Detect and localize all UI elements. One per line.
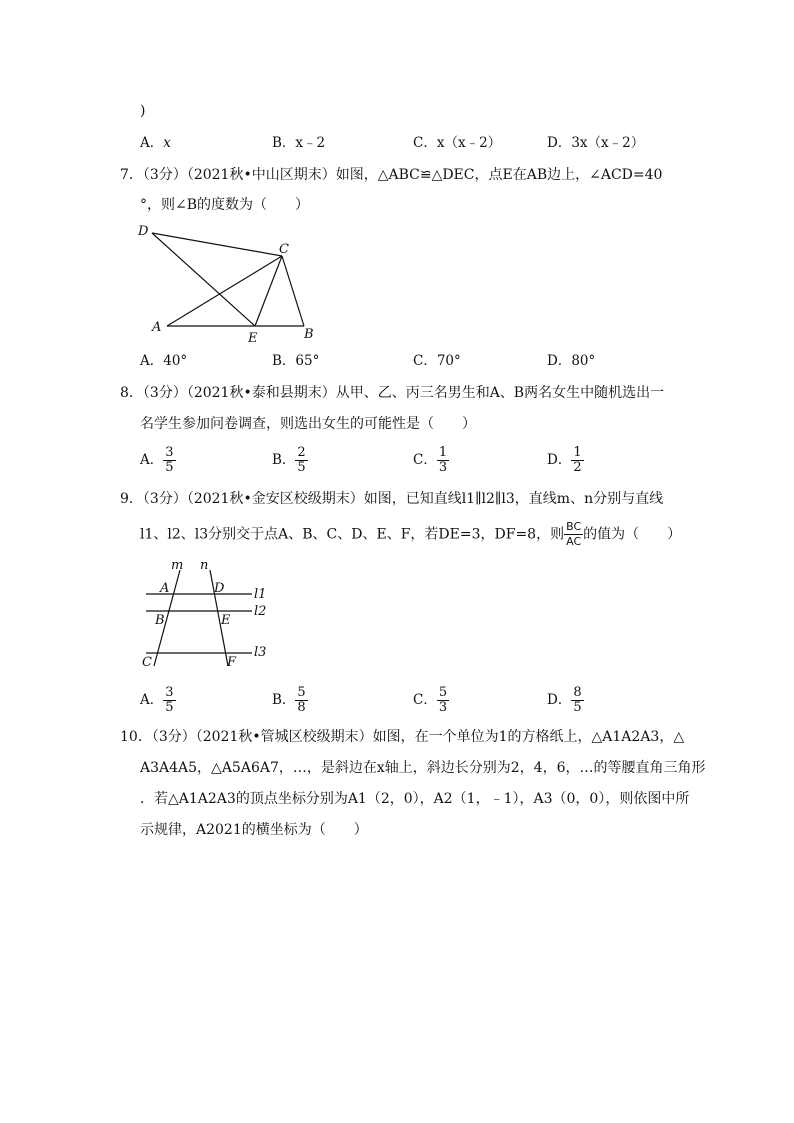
- option-label: C．: [413, 135, 437, 151]
- q6-option-c: [413, 133, 501, 153]
- q9-stem-fraction: [564, 520, 583, 549]
- label-E: E: [221, 613, 231, 628]
- option-text: 70°: [436, 353, 461, 369]
- q9-option-c: [413, 686, 449, 715]
- q10-stem-line3: ．若△A1A2A3的顶点坐标分别为A1（2，0），A2（1，﹣1），A3（0，0），则依图中所: [140, 791, 690, 807]
- option-label: A．: [140, 353, 164, 369]
- denominator: 5: [573, 700, 582, 715]
- option-text: 40°: [163, 353, 188, 369]
- label-n: n: [200, 558, 209, 573]
- option-label: D．: [547, 135, 572, 151]
- label-C: C: [279, 242, 289, 257]
- q6-option-d: [547, 133, 644, 153]
- numerator: 3: [165, 445, 174, 460]
- option-fraction: [295, 446, 307, 475]
- denominator: 5: [165, 700, 174, 715]
- option-text: x﹣2: [295, 135, 326, 151]
- q7-triangle-figure: [132, 218, 332, 348]
- q6-close-paren: ): [140, 103, 146, 119]
- option-label: C．: [413, 353, 437, 369]
- option-text: x（x﹣2）: [436, 135, 502, 151]
- q10-stem-line1: 10．（3分）（2021秋•管城区校级期末）如图，在一个单位为1的方格纸上，△A1A2A3，△: [120, 729, 685, 745]
- q7-stem-line1: 7．（3分）（2021秋•中山区期末）如图，△ABC≌△DEC，点E在AB边上，∠ACD=40: [120, 167, 663, 183]
- label-A: A: [160, 581, 170, 596]
- q9-stem-line2: [140, 520, 681, 549]
- option-fraction: [571, 686, 583, 715]
- q10-stem-line2: A3A4A5，△A5A6A7，…，是斜边在x轴上，斜边长分别为2，4，6，…的等腰直角三角形: [140, 760, 706, 776]
- denominator: 8: [297, 700, 306, 715]
- q9-option-d: [547, 686, 584, 715]
- numerator: 5: [438, 685, 448, 700]
- label-B: B: [304, 327, 314, 342]
- option-label: D．: [547, 353, 572, 369]
- q8-option-c: [413, 446, 449, 475]
- label-D: D: [214, 581, 225, 596]
- q9-parallel-lines-figure: [136, 556, 276, 672]
- q9-option-b: [272, 686, 308, 715]
- label-B: B: [155, 613, 165, 628]
- numerator: 2: [297, 445, 306, 460]
- q8-option-b: [272, 446, 308, 475]
- option-label: B．: [272, 452, 296, 468]
- label-F: F: [227, 655, 237, 670]
- label-l2: l2: [254, 604, 267, 619]
- label-l3: l3: [254, 645, 267, 660]
- option-fraction: [163, 446, 175, 475]
- q8-stem-line1: 8．（3分）（2021秋•泰和县期末）从甲、乙、丙三名男生和A、B两名女生中随机选出一: [120, 385, 665, 401]
- numerator: BC: [566, 520, 582, 533]
- option-label: A．: [140, 692, 164, 708]
- q9-stem-line2-post: 的值为（ ）: [583, 526, 682, 543]
- label-m: m: [171, 558, 184, 573]
- denominator: 5: [297, 460, 306, 475]
- q7-option-b: [272, 351, 319, 371]
- denominator: 3: [438, 700, 448, 715]
- q9-option-a: [140, 686, 176, 715]
- option-fraction: [571, 446, 583, 475]
- numerator: 3: [165, 685, 174, 700]
- q9-stem-line2-pre: l1、l2、l3分别交于点A、B、C、D、E、F，若DE=3，DF=8，则: [140, 526, 565, 543]
- option-text: 3x（x﹣2）: [571, 135, 645, 151]
- q8-option-d: [547, 446, 584, 475]
- q6-option-b: [272, 133, 325, 153]
- option-fraction: [163, 686, 175, 715]
- denominator: AC: [566, 535, 582, 548]
- numerator: 5: [297, 685, 306, 700]
- option-text: 65°: [295, 353, 320, 369]
- label-l1: l1: [254, 587, 267, 602]
- option-text: 80°: [571, 353, 596, 369]
- option-label: A．: [140, 452, 164, 468]
- option-label: A．: [140, 135, 164, 151]
- option-label: B．: [272, 353, 296, 369]
- q10-stem-line4: 示规律，A2021的横坐标为（ ）: [140, 822, 368, 838]
- option-label: D．: [547, 692, 572, 708]
- q8-option-a: [140, 446, 176, 475]
- option-fraction: [437, 446, 449, 475]
- option-label: C．: [413, 452, 437, 468]
- label-A: A: [152, 320, 162, 335]
- q9-stem-line1: 9．（3分）（2021秋•金安区校级期末）如图，已知直线l1∥l2∥l3，直线m、n分别与直线: [120, 491, 664, 507]
- denominator: 3: [438, 460, 448, 475]
- label-C: C: [142, 655, 152, 670]
- numerator: 1: [573, 445, 582, 460]
- denominator: 2: [573, 460, 582, 475]
- numerator: 1: [438, 445, 448, 460]
- q6-option-a: [140, 133, 171, 153]
- option-text: x: [163, 135, 171, 151]
- q7-option-c: [413, 351, 461, 371]
- option-label: B．: [272, 135, 296, 151]
- q7-option-a: [140, 351, 187, 371]
- numerator: 8: [573, 685, 582, 700]
- label-E: E: [248, 331, 258, 346]
- option-fraction: [295, 686, 307, 715]
- q8-stem-line2: 名学生参加问卷调查，则选出女生的可能性是（ ）: [140, 416, 476, 432]
- option-fraction: [437, 686, 449, 715]
- option-label: D．: [547, 452, 572, 468]
- option-label: B．: [272, 692, 296, 708]
- denominator: 5: [165, 460, 174, 475]
- q7-option-d: [547, 351, 595, 371]
- option-label: C．: [413, 692, 437, 708]
- q7-stem-line2: °，则∠B的度数为（ ）: [140, 197, 310, 213]
- label-D: D: [138, 224, 149, 239]
